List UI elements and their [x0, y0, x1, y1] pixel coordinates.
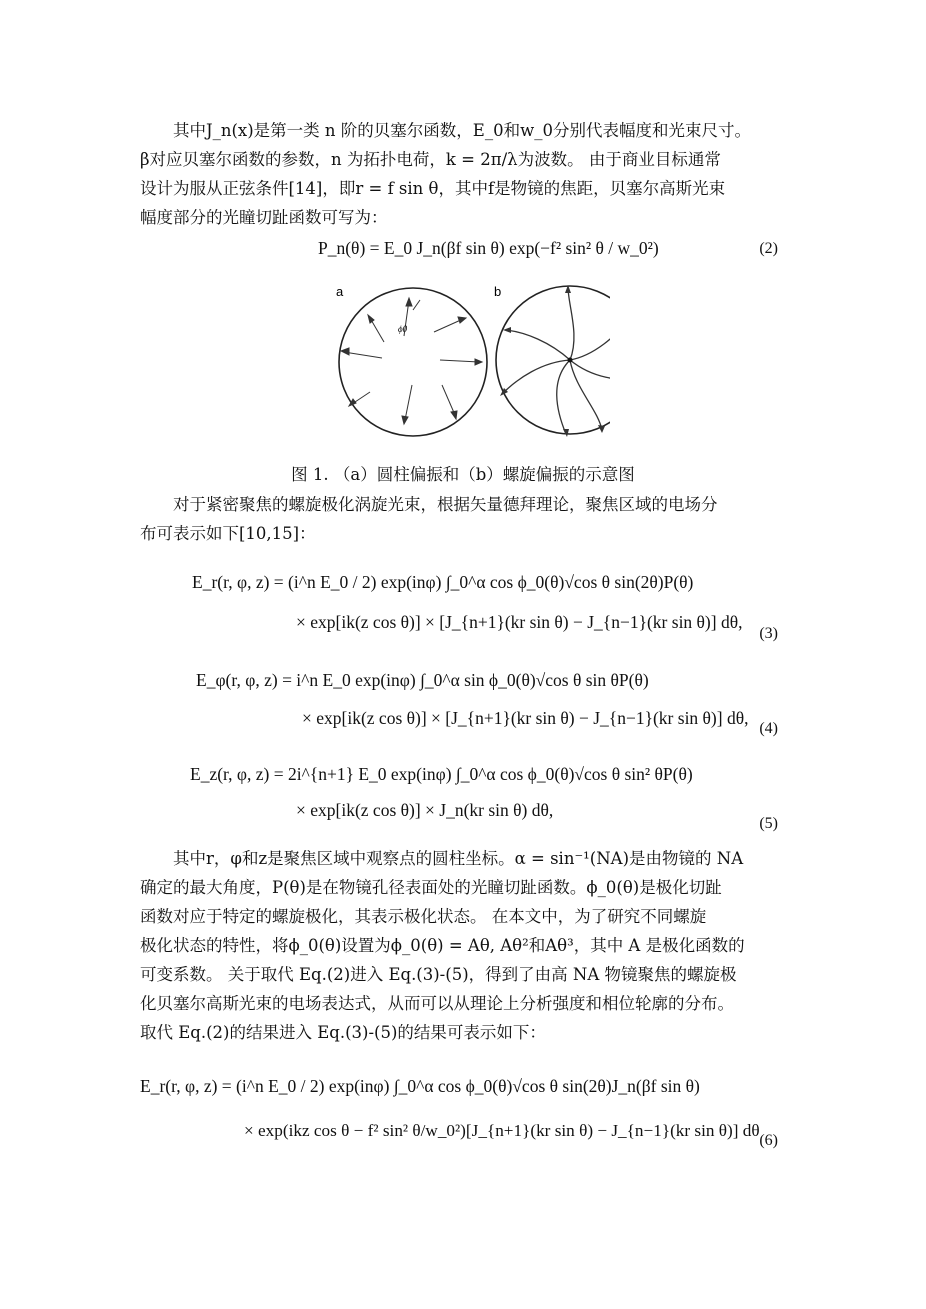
equation-6-number: (6): [759, 1132, 778, 1149]
equation-3-line-2: × exp[ik(z cos θ)] × [J_{n+1}(kr sin θ) − J_{n−1}(kr sin θ)] dθ,: [296, 612, 743, 632]
equation-6-line-2: × exp(ikz cos θ − f² sin² θ/w_0²)[J_{n+1}(kr sin θ) − J_{n−1}(kr sin θ)] dθ: [244, 1120, 760, 1140]
figure-label-b: b: [494, 284, 502, 299]
paragraph-2-line-1: 对于紧密聚焦的螺旋极化涡旋光束，根据矢量德拜理论，聚焦区域的电场分: [173, 495, 718, 514]
spiral-center: [568, 358, 573, 363]
equation-3-line-1: E_r(r, φ, z) = (i^n E_0 / 2) exp(inφ) ∫_0^α cos ϕ_0(θ)√cos θ sin(2θ)P(θ): [192, 572, 694, 592]
equation-4-line-2: × exp[ik(z cos θ)] × [J_{n+1}(kr sin θ) − J_{n−1}(kr sin θ)] dθ,: [302, 708, 749, 728]
polarization-figure: [330, 280, 610, 445]
paragraph-3-line-6: 化贝塞尔高斯光束的电场表达式，从而可以从理论上分析强度和相位轮廓的分布。: [140, 994, 734, 1013]
paragraph-3-line-3: 函数对应于特定的螺旋极化，其表示极化状态。 在本文中，为了研究不同螺旋: [140, 907, 707, 926]
equation-6-line-1: E_r(r, φ, z) = (i^n E_0 / 2) exp(inφ) ∫_0^α cos ϕ_0(θ)√cos θ sin(2θ)J_n(βf sin θ): [140, 1076, 700, 1096]
phi-label: ϕ0: [398, 324, 408, 334]
equation-5-line-2: × exp[ik(z cos θ)] × J_n(kr sin θ) dθ,: [296, 800, 554, 820]
equation-3-number: (3): [759, 625, 778, 642]
paragraph-3-line-1: 其中r，φ和z是聚焦区域中观察点的圆柱坐标。α = sin⁻¹(NA)是由物镜的 NA: [173, 849, 744, 868]
spiral-circle-b: [496, 286, 610, 434]
paragraph-3-line-4: 极化状态的特性，将ϕ_0(θ)设置为ϕ_0(θ) = Aθ, Aθ²和Aθ³，其中 A 是极化函数的: [140, 936, 745, 955]
equation-4-number: (4): [759, 720, 778, 737]
figure-label-a: a: [336, 284, 344, 299]
figure-caption: 图 1. （a）圆柱偏振和（b）螺旋偏振的示意图: [291, 465, 635, 484]
paragraph-3-line-7: 取代 Eq.(2)的结果进入 Eq.(3)-(5)的结果可表示如下：: [140, 1023, 546, 1042]
radial-arrows: [341, 298, 482, 424]
paragraph-1-line-3: 设计为服从正弦条件[14]，即r = f sin θ，其中f是物镜的焦距，贝塞尔高斯光束: [140, 179, 726, 198]
equation-4-line-1: E_φ(r, φ, z) = i^n E_0 exp(inφ) ∫_0^α sin ϕ_0(θ)√cos θ sin θP(θ): [196, 670, 649, 690]
paragraph-2-line-2: 布可表示如下[10,15]：: [140, 524, 316, 543]
paragraph-1-line-2: β对应贝塞尔函数的参数，n 为拓扑电荷，k = 2π/λ为波数。 由于商业目标通常: [140, 150, 721, 169]
radial-circle-a: [339, 288, 487, 436]
equation-5-line-1: E_z(r, φ, z) = 2i^{n+1} E_0 exp(inφ) ∫_0^α cos ϕ_0(θ)√cos θ sin² θP(θ): [190, 764, 693, 784]
paragraph-1-line-4: 幅度部分的光瞳切趾函数可写为：: [140, 208, 388, 227]
equation-2-number: (2): [759, 240, 778, 257]
equation-2: P_n(θ) = E_0 J_n(βf sin θ) exp(−f² sin² θ / w_0²): [318, 238, 659, 258]
equation-5-number: (5): [759, 815, 778, 832]
paragraph-3-line-2: 确定的最大角度，P(θ)是在物镜孔径表面处的光瞳切趾函数。ϕ_0(θ)是极化切趾: [140, 878, 722, 897]
paragraph-3-line-5: 可变系数。 关于取代 Eq.(2)进入 Eq.(3)-(5)，得到了由高 NA 物镜聚焦的螺旋极: [140, 965, 737, 984]
paragraph-1-line-1: 其中J_n(x)是第一类 n 阶的贝塞尔函数，E_0和w_0分别代表幅度和光束尺寸。: [173, 121, 751, 140]
